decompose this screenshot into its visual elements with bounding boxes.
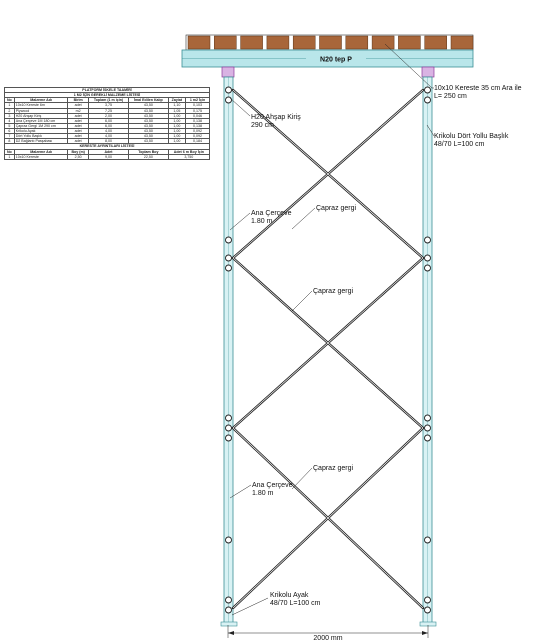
h20-beam	[182, 50, 473, 67]
cell: 43,50	[129, 134, 169, 139]
sub-col-length: Boy (m)	[68, 149, 88, 154]
timber-plank	[346, 36, 368, 49]
cell: Dört Yollu Başlık	[14, 134, 68, 139]
kereste-label-1: 10x10 Kereste 35 cm Ara ile	[434, 85, 522, 92]
cell: 1	[5, 103, 15, 108]
cell: 43,50	[129, 108, 169, 113]
sub-col-material: Malzeme Adı	[14, 149, 68, 154]
timber-plank	[267, 36, 289, 49]
cell: 7,25	[88, 108, 128, 113]
joint-node	[425, 607, 431, 613]
cell: 1,00	[168, 134, 185, 139]
dimension-label: 2000 mm	[313, 635, 343, 641]
cell: 0,138	[186, 118, 210, 123]
cell: 6,00	[88, 118, 128, 123]
cell: m2	[68, 108, 88, 113]
cell: 43,50	[129, 123, 169, 128]
sub-col-count: Adet	[88, 149, 128, 154]
cell: 7	[5, 134, 15, 139]
col-material: Malzeme Adı	[14, 98, 68, 103]
col-total: Toplam (1 m için)	[88, 98, 128, 103]
joint-node	[226, 265, 232, 271]
joint-node	[425, 237, 431, 243]
cell: 1,00	[168, 113, 185, 118]
cell: 0,046	[186, 113, 210, 118]
cell: 2	[5, 108, 15, 113]
joint-node	[425, 255, 431, 261]
cell: 2,50	[68, 154, 88, 159]
cell: 1,00	[168, 118, 185, 123]
cell: Plywood	[14, 108, 68, 113]
col-per-m2: 1 m2 İçin	[186, 98, 210, 103]
cell: adet	[68, 134, 88, 139]
sub-col-no: No	[5, 149, 15, 154]
h20-label-2: 290 cm	[251, 122, 274, 129]
cell: 3	[5, 113, 15, 118]
cell: 10x10 Kereste 6m	[14, 103, 68, 108]
main-frame-label-2b: 1.80 m	[252, 490, 274, 497]
cell: 1	[5, 154, 15, 159]
sub-col-total-length: Toplam Boy	[129, 149, 169, 154]
joint-node	[425, 415, 431, 421]
main-frame-label-1: Ana Çerçeve	[251, 210, 292, 217]
timber-plank	[188, 36, 210, 49]
cell: 3,75	[88, 103, 128, 108]
base-feet	[221, 622, 436, 626]
cell: 43,50	[129, 113, 169, 118]
joint-node	[226, 237, 232, 243]
joint-node	[425, 537, 431, 543]
cell: 9,00	[88, 154, 128, 159]
joint-node	[226, 537, 232, 543]
cell: 6,00	[88, 123, 128, 128]
timber-plank	[293, 36, 315, 49]
cell: 0,138	[186, 123, 210, 128]
timber-plank	[320, 36, 342, 49]
joint-node	[226, 255, 232, 261]
cell: 5	[5, 123, 15, 128]
width-dimension	[228, 625, 428, 641]
h20-label-1: H20 Ahşap Kiriş	[251, 114, 301, 121]
jack-head-label-1: Krikolu Dört Yollu Başlık	[434, 133, 509, 140]
cross-braces	[233, 90, 423, 608]
cell: 8	[5, 139, 15, 144]
joint-node	[425, 597, 431, 603]
timber-planks	[186, 35, 473, 50]
annotations	[230, 44, 434, 615]
cell: 43,50	[129, 103, 169, 108]
joint-node	[226, 607, 232, 613]
col-no: No	[5, 98, 15, 103]
jack-head-label-2: 48/70 L=100 cm	[434, 141, 485, 148]
table-subtitle: 1 M2 İÇİN GEREKLİ MALZEME LİSTESİ	[5, 93, 210, 98]
cell: 2,00	[88, 113, 128, 118]
joint-node	[226, 415, 232, 421]
cell: adet	[68, 123, 88, 128]
cell: 1,00	[168, 123, 185, 128]
beam-label: N20 tep P	[320, 56, 352, 64]
cell: 4	[5, 118, 15, 123]
cell: 0,184	[186, 139, 210, 144]
cell: adet	[68, 129, 88, 134]
main-frame-label-2: Ana Çerçeve	[252, 482, 293, 489]
joint-node	[425, 435, 431, 441]
joint-node	[425, 97, 431, 103]
cell: 4,00	[88, 134, 128, 139]
timber-plank	[372, 36, 394, 49]
joint-node	[425, 87, 431, 93]
cell: 1,10	[168, 103, 185, 108]
cell: D2 Bağlantı Pasşabası	[14, 139, 68, 144]
joint-node	[226, 425, 232, 431]
jack-foot-label-1: Krikolu Ayak	[270, 592, 309, 599]
main-frame-label-1b: 1.80 m	[251, 218, 273, 225]
cell: 22,50	[129, 154, 169, 159]
cell: 1,00	[168, 129, 185, 134]
cell: adet	[68, 103, 88, 108]
cell: 1,05	[168, 108, 185, 113]
cell: 0,092	[186, 129, 210, 134]
col-waste: Zayiat	[168, 98, 185, 103]
cell: 10x10 Kereste	[14, 154, 68, 159]
cross-brace-label-1: Çapraz gergi	[316, 205, 357, 212]
timber-table-title: KERESTE AYRINTILARI LİSTESİ	[5, 144, 210, 149]
table-title: PLATFORM İSKELE TAAMİRİ	[5, 88, 210, 93]
sub-col-per-6m: Adet 6 m Boy İçin	[168, 149, 209, 154]
cell: Çapraz Gergi 1M 290 cm	[14, 123, 68, 128]
cell: H20 Ahşap Kiriş	[14, 113, 68, 118]
cell: 0,103	[186, 103, 210, 108]
cross-brace-label-2: Çapraz gergi	[313, 288, 354, 295]
cell: 1,00	[168, 139, 185, 144]
cell: 43,50	[129, 139, 169, 144]
joint-node	[226, 435, 232, 441]
timber-plank	[398, 36, 420, 49]
cross-brace-label-3: Çapraz gergi	[313, 465, 354, 472]
cell: 8,00	[88, 139, 128, 144]
timber-plank	[241, 36, 263, 49]
frame-legs	[224, 77, 432, 625]
joint-node	[226, 597, 232, 603]
cell: 43,50	[129, 118, 169, 123]
timber-plank	[425, 36, 447, 49]
cell: adet	[68, 113, 88, 118]
joint-node	[226, 87, 232, 93]
cell: adet	[68, 139, 88, 144]
joint-node	[226, 97, 232, 103]
cell: 4,00	[88, 129, 128, 134]
kereste-label-2: L= 250 cm	[434, 93, 467, 100]
jack-foot-label-2: 48/70 L=100 cm	[270, 600, 321, 607]
col-mold: İmal Edilen Kalıp	[129, 98, 169, 103]
cell: 6	[5, 129, 15, 134]
joint-node	[425, 425, 431, 431]
cell: 0,175	[186, 108, 210, 113]
cell: 43,50	[129, 129, 169, 134]
cell: Ana Çerçeve 1M 180 cm	[14, 118, 68, 123]
col-unit: Birim	[68, 98, 88, 103]
timber-plank	[214, 36, 236, 49]
cell: 0,092	[186, 134, 210, 139]
cell: Krikolu Ayak	[14, 129, 68, 134]
cell: 3,750	[168, 154, 209, 159]
frame-joints	[226, 87, 431, 613]
joint-node	[425, 265, 431, 271]
cell: adet	[68, 118, 88, 123]
timber-plank	[451, 36, 473, 49]
